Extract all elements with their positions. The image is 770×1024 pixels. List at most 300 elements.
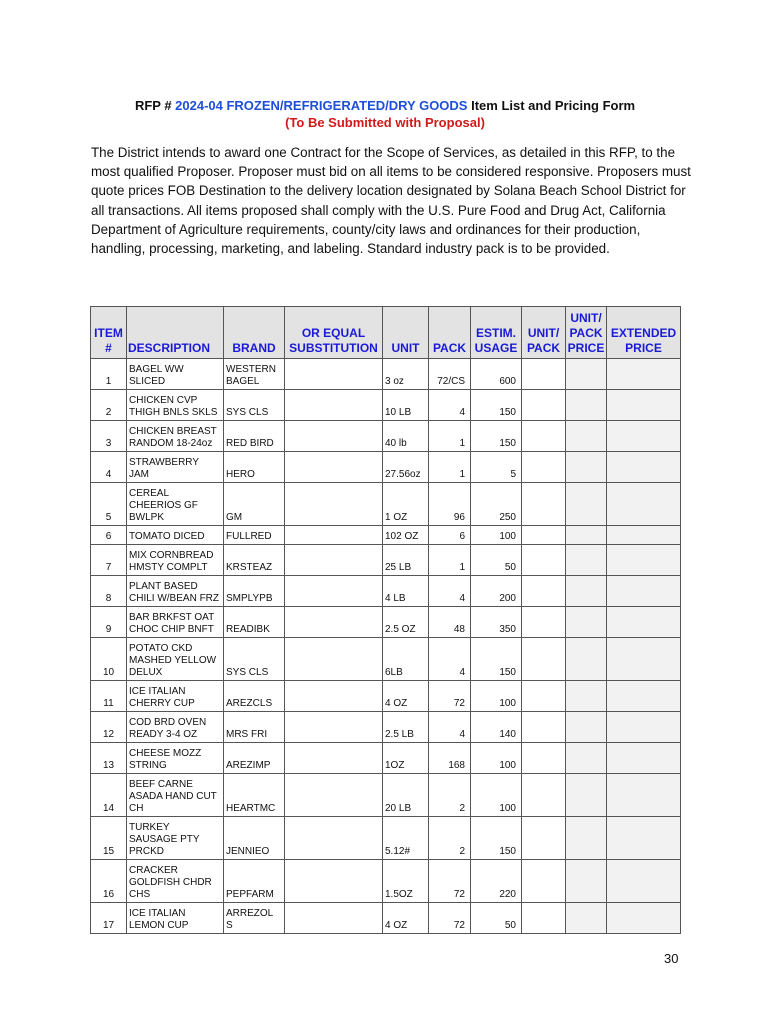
substitution-cell[interactable] <box>285 359 383 390</box>
unit-cell-text: 1 OZ <box>385 512 408 523</box>
header-substitution-line: OR EQUAL <box>301 326 366 340</box>
unit-pack-price-cell[interactable] <box>566 903 607 934</box>
description-cell-text: CHICKEN BREAST <box>129 426 217 437</box>
brand-cell-text: FULLRED <box>226 531 272 542</box>
substitution-cell[interactable] <box>285 483 383 526</box>
table-row <box>91 576 681 607</box>
pack-cell <box>429 576 471 607</box>
substitution-cell[interactable] <box>285 607 383 638</box>
pack-cell <box>429 483 471 526</box>
description-cell-text: ICE ITALIAN <box>129 686 186 697</box>
unit-pack-price-cell[interactable] <box>566 817 607 860</box>
extended-price-cell[interactable] <box>607 638 681 681</box>
unit-pack-cell[interactable] <box>522 743 566 774</box>
substitution-cell[interactable] <box>285 860 383 903</box>
description-cell-text: CH <box>129 803 144 814</box>
description-cell <box>127 712 224 743</box>
item-number-cell <box>91 483 127 526</box>
unit-pack-price-cell[interactable] <box>566 607 607 638</box>
usage-cell <box>471 638 522 681</box>
table-row <box>91 774 681 817</box>
unit-pack-price-cell[interactable] <box>566 421 607 452</box>
description-cell-text: CHERRY CUP <box>129 698 195 709</box>
unit-pack-cell[interactable] <box>522 545 566 576</box>
description-cell-text: ASADA HAND CUT <box>129 791 217 802</box>
item-number-cell <box>91 903 127 934</box>
description-cell-text: CEREAL <box>129 488 170 499</box>
substitution-cell[interactable] <box>285 390 383 421</box>
item-number-cell <box>91 860 127 903</box>
description-cell <box>127 743 224 774</box>
table-row <box>91 526 681 545</box>
description-cell-text: DELUX <box>129 667 163 678</box>
header-substitution-line: SUBSTITUTION <box>289 341 378 355</box>
header-item-line: # <box>105 341 112 355</box>
extended-price-cell[interactable] <box>607 359 681 390</box>
substitution-cell[interactable] <box>285 774 383 817</box>
description-cell-text: STRAWBERRY <box>129 457 200 468</box>
brand-cell <box>224 526 285 545</box>
extended-price-cell[interactable] <box>607 607 681 638</box>
unit-cell <box>383 681 429 712</box>
usage-cell <box>471 774 522 817</box>
description-cell-text: JAM <box>129 469 149 480</box>
description-cell-text: CRACKER <box>129 865 178 876</box>
pack-cell <box>429 903 471 934</box>
unit-cell-text: 2.5 LB <box>385 729 414 740</box>
description-cell <box>127 576 224 607</box>
header-unit-pack <box>522 307 566 359</box>
table-row <box>91 712 681 743</box>
unit-pack-cell[interactable] <box>522 903 566 934</box>
description-cell-text: PRCKD <box>129 846 165 857</box>
description-cell <box>127 681 224 712</box>
unit-pack-cell[interactable] <box>522 390 566 421</box>
extended-price-cell[interactable] <box>607 390 681 421</box>
pack-cell <box>429 421 471 452</box>
pack-cell <box>429 681 471 712</box>
item-number-cell <box>91 638 127 681</box>
usage-cell-text: 150 <box>499 667 516 678</box>
description-cell <box>127 545 224 576</box>
unit-cell <box>383 743 429 774</box>
brand-cell-text: SYS CLS <box>226 407 269 418</box>
substitution-cell[interactable] <box>285 817 383 860</box>
description-cell-text: GOLDFISH CHDR <box>129 877 212 888</box>
table-row <box>91 421 681 452</box>
usage-cell <box>471 359 522 390</box>
pack-cell <box>429 526 471 545</box>
table-row <box>91 817 681 860</box>
item-number-cell <box>91 526 127 545</box>
usage-cell-text: 150 <box>499 846 516 857</box>
description-cell-text: MIX CORNBREAD <box>129 550 214 561</box>
pack-cell <box>429 638 471 681</box>
usage-cell <box>471 607 522 638</box>
extended-price-cell[interactable] <box>607 860 681 903</box>
brand-cell-text: ARREZOL <box>226 908 274 919</box>
unit-cell <box>383 712 429 743</box>
header-usage-line: USAGE <box>474 341 518 355</box>
pack-cell <box>429 545 471 576</box>
pack-cell-text: 72 <box>453 889 465 900</box>
substitution-cell[interactable] <box>285 421 383 452</box>
unit-cell-text: 1OZ <box>385 760 405 771</box>
unit-pack-cell[interactable] <box>522 774 566 817</box>
header-brand-line: BRAND <box>232 341 276 355</box>
description-cell-text: CHOC CHIP BNFT <box>129 624 214 635</box>
description-cell <box>127 421 224 452</box>
substitution-cell[interactable] <box>285 903 383 934</box>
brand-cell-text: HERO <box>226 469 255 480</box>
substitution-cell[interactable] <box>285 576 383 607</box>
item-number-cell <box>91 607 127 638</box>
extended-price-cell[interactable] <box>607 743 681 774</box>
usage-cell-text: 5 <box>510 469 516 480</box>
item-number-cell-text: 16 <box>102 889 115 900</box>
unit-cell <box>383 903 429 934</box>
header-usage-line: ESTIM. <box>475 326 516 340</box>
unit-pack-price-cell[interactable] <box>566 526 607 545</box>
pack-cell <box>429 607 471 638</box>
extended-price-cell[interactable] <box>607 817 681 860</box>
description-cell-text: TURKEY <box>129 822 170 833</box>
pack-cell-text: 4 <box>459 407 465 418</box>
usage-cell-text: 140 <box>499 729 516 740</box>
description-cell <box>127 452 224 483</box>
unit-pack-price-cell[interactable] <box>566 743 607 774</box>
intro-paragraph: The District intends to award one Contract for the Scope of Services, as detailed in this RFP, to the most qualified Proposer. Proposer must bid on all items to be considered responsive. Proposers must quote prices FOB Destination to the delivery location designated by Solana Beach School District for all transactions. All items proposed shall comply with the U.S. Pure Food and Drug Act, California Department of Agriculture requirements, county/city laws and ordinances for their production, handling, processing, marketing, and labeling. Standard industry pack is to be provided. <box>91 145 691 257</box>
header-description-line: DESCRIPTION <box>128 341 211 355</box>
unit-pack-price-cell[interactable] <box>566 545 607 576</box>
usage-cell-text: 250 <box>499 512 516 523</box>
unit-pack-price-cell[interactable] <box>566 576 607 607</box>
brand-cell <box>224 712 285 743</box>
brand-cell-text: SMPLYPB <box>226 593 273 604</box>
item-number-cell-text: 5 <box>105 512 112 523</box>
item-number-cell-text: 8 <box>105 593 112 604</box>
description-cell-text: MASHED YELLOW <box>129 655 217 666</box>
usage-cell <box>471 483 522 526</box>
unit-cell-text: 27.56oz <box>385 469 421 480</box>
description-cell <box>127 526 224 545</box>
extended-price-cell[interactable] <box>607 452 681 483</box>
header-unit-pack-line: UNIT/ <box>527 326 560 340</box>
header-pack-line: PACK <box>432 341 467 355</box>
item-number-cell <box>91 545 127 576</box>
description-cell-text: CHS <box>129 889 151 900</box>
pack-cell-text: 1 <box>459 469 465 480</box>
unit-cell-text: 5.12# <box>385 846 411 857</box>
unit-pack-cell[interactable] <box>522 526 566 545</box>
usage-cell <box>471 421 522 452</box>
unit-pack-price-cell[interactable] <box>566 483 607 526</box>
table-header-row <box>91 307 681 359</box>
description-cell <box>127 359 224 390</box>
extended-price-cell[interactable] <box>607 421 681 452</box>
unit-cell-text: 102 OZ <box>385 531 419 542</box>
item-number-cell <box>91 774 127 817</box>
pack-cell-text: 72/CS <box>437 376 465 387</box>
unit-cell-text: 3 oz <box>385 376 404 387</box>
usage-cell <box>471 681 522 712</box>
unit-pack-price-cell[interactable] <box>566 712 607 743</box>
extended-price-cell[interactable] <box>607 774 681 817</box>
unit-cell <box>383 774 429 817</box>
extended-price-cell[interactable] <box>607 545 681 576</box>
brand-cell-text: SYS CLS <box>226 667 269 678</box>
brand-cell <box>224 452 285 483</box>
brand-cell <box>224 817 285 860</box>
header-extended-price-line: EXTENDED <box>610 326 677 340</box>
unit-cell-text: 20 LB <box>385 803 412 814</box>
header-unit-pack-price-line: UNIT/ <box>570 311 602 325</box>
description-cell-text: HMSTY COMPLT <box>129 562 208 573</box>
item-number-cell <box>91 421 127 452</box>
substitution-cell[interactable] <box>285 681 383 712</box>
unit-cell-text: 4 LB <box>385 593 406 604</box>
pack-cell-text: 72 <box>453 920 465 931</box>
unit-cell <box>383 526 429 545</box>
unit-pack-price-cell[interactable] <box>566 452 607 483</box>
table-row <box>91 743 681 774</box>
unit-pack-cell[interactable] <box>522 483 566 526</box>
brand-cell-text: S <box>226 920 233 931</box>
description-cell-text: PLANT BASED <box>129 581 198 592</box>
description-cell-text: RANDOM 18-24oz <box>129 438 213 449</box>
item-number-cell <box>91 576 127 607</box>
title-prefix: RFP # <box>134 98 176 113</box>
pack-cell <box>429 712 471 743</box>
usage-cell <box>471 712 522 743</box>
usage-cell-text: 100 <box>499 803 516 814</box>
extended-price-cell[interactable] <box>607 712 681 743</box>
description-cell <box>127 903 224 934</box>
table-row <box>91 483 681 526</box>
rfp-number: 2024-04 FROZEN/REFRIGERATED/DRY GOODS <box>175 98 468 113</box>
unit-cell-text: 2.5 OZ <box>385 624 416 635</box>
table-row <box>91 390 681 421</box>
unit-pack-price-cell[interactable] <box>566 774 607 817</box>
unit-pack-cell[interactable] <box>522 359 566 390</box>
form-title <box>0 97 770 131</box>
usage-cell <box>471 526 522 545</box>
unit-pack-cell[interactable] <box>522 681 566 712</box>
table-row <box>91 638 681 681</box>
extended-price-cell[interactable] <box>607 526 681 545</box>
usage-cell-text: 150 <box>499 438 516 449</box>
item-number-cell-text: 13 <box>102 760 115 771</box>
unit-pack-cell[interactable] <box>522 452 566 483</box>
item-number-cell-text: 10 <box>102 667 115 678</box>
unit-cell <box>383 576 429 607</box>
usage-cell-text: 100 <box>499 698 516 709</box>
unit-cell-text: 6LB <box>385 667 403 678</box>
pack-cell-text: 1 <box>459 562 465 573</box>
header-unit-pack-price <box>566 307 607 359</box>
description-cell-text: READY 3-4 OZ <box>129 729 198 740</box>
description-cell-text: SAUSAGE PTY <box>129 834 200 845</box>
table-row <box>91 452 681 483</box>
unit-cell-text: 10 LB <box>385 407 412 418</box>
item-number-cell-text: 6 <box>105 531 112 542</box>
usage-cell-text: 600 <box>499 376 516 387</box>
item-number-cell-text: 11 <box>103 698 114 709</box>
brand-cell <box>224 681 285 712</box>
unit-pack-price-cell[interactable] <box>566 390 607 421</box>
brand-cell <box>224 743 285 774</box>
item-number-cell-text: 3 <box>105 438 112 449</box>
description-cell <box>127 607 224 638</box>
brand-cell <box>224 860 285 903</box>
item-number-cell <box>91 452 127 483</box>
brand-cell-text: RED BIRD <box>226 438 274 449</box>
brand-cell-text: PEPFARM <box>226 889 274 900</box>
brand-cell-text: AREZIMP <box>226 760 271 771</box>
extended-price-cell[interactable] <box>607 483 681 526</box>
pack-cell-text: 2 <box>459 803 465 814</box>
item-number-cell-text: 1 <box>105 376 112 387</box>
unit-pack-cell[interactable] <box>522 817 566 860</box>
item-number-cell <box>91 681 127 712</box>
item-number-cell <box>91 390 127 421</box>
unit-cell <box>383 483 429 526</box>
unit-cell <box>383 638 429 681</box>
extended-price-cell[interactable] <box>607 681 681 712</box>
unit-pack-price-cell[interactable] <box>566 638 607 681</box>
description-cell-text: THIGH BNLS SKLS <box>129 407 218 418</box>
substitution-cell[interactable] <box>285 638 383 681</box>
header-unit-pack-line: PACK <box>526 341 561 355</box>
header-unit-line: UNIT <box>391 341 420 355</box>
substitution-cell[interactable] <box>285 526 383 545</box>
header-item <box>91 307 127 359</box>
description-cell <box>127 817 224 860</box>
brand-cell <box>224 390 285 421</box>
header-description <box>127 307 224 359</box>
usage-cell <box>471 390 522 421</box>
usage-cell-text: 220 <box>499 889 516 900</box>
table-row <box>91 860 681 903</box>
description-cell <box>127 860 224 903</box>
pack-cell-text: 96 <box>453 512 465 523</box>
item-pricing-table <box>90 306 681 934</box>
form-subtitle: (To Be Submitted with Proposal) <box>285 115 485 130</box>
brand-cell <box>224 576 285 607</box>
brand-cell <box>224 359 285 390</box>
substitution-cell[interactable] <box>285 452 383 483</box>
extended-price-cell[interactable] <box>607 903 681 934</box>
table-row <box>91 545 681 576</box>
substitution-cell[interactable] <box>285 743 383 774</box>
item-number-cell <box>91 817 127 860</box>
pack-cell <box>429 390 471 421</box>
unit-pack-cell[interactable] <box>522 576 566 607</box>
unit-pack-cell[interactable] <box>522 638 566 681</box>
brand-cell-text: GM <box>226 512 243 523</box>
brand-cell <box>224 638 285 681</box>
usage-cell <box>471 545 522 576</box>
unit-pack-cell[interactable] <box>522 860 566 903</box>
description-cell-text: STRING <box>129 760 167 771</box>
unit-pack-cell[interactable] <box>522 607 566 638</box>
unit-pack-price-cell[interactable] <box>566 359 607 390</box>
brand-cell <box>224 483 285 526</box>
description-cell-text: BAGEL WW <box>129 364 184 375</box>
unit-cell <box>383 817 429 860</box>
header-substitution <box>285 307 383 359</box>
substitution-cell[interactable] <box>285 545 383 576</box>
pack-cell <box>429 860 471 903</box>
usage-cell <box>471 452 522 483</box>
title-suffix: Item List and Pricing Form <box>467 98 636 113</box>
brand-cell-text: KRSTEAZ <box>226 562 273 573</box>
unit-pack-price-cell[interactable] <box>566 860 607 903</box>
unit-pack-price-cell[interactable] <box>566 681 607 712</box>
unit-cell <box>383 452 429 483</box>
item-number-cell-text: 2 <box>105 407 112 418</box>
item-number-cell-text: 14 <box>102 803 115 814</box>
usage-cell-text: 50 <box>504 920 516 931</box>
pack-cell-text: 72 <box>453 698 465 709</box>
table-row <box>91 607 681 638</box>
usage-cell <box>471 903 522 934</box>
header-pack <box>429 307 471 359</box>
item-number-cell <box>91 359 127 390</box>
unit-cell-text: 1.5OZ <box>385 889 413 900</box>
pack-cell-text: 6 <box>459 531 465 542</box>
unit-pack-cell[interactable] <box>522 421 566 452</box>
unit-cell <box>383 860 429 903</box>
unit-cell <box>383 545 429 576</box>
usage-cell <box>471 860 522 903</box>
extended-price-cell[interactable] <box>607 576 681 607</box>
brand-cell-text: HEARTMC <box>226 803 276 814</box>
brand-cell <box>224 607 285 638</box>
brand-cell <box>224 545 285 576</box>
usage-cell-text: 150 <box>499 407 516 418</box>
item-number-cell-text: 17 <box>102 920 115 931</box>
brand-cell <box>224 421 285 452</box>
brand-cell-text: AREZCLS <box>226 698 273 709</box>
pack-cell-text: 4 <box>459 729 465 740</box>
pack-cell-text: 2 <box>459 846 465 857</box>
brand-cell-text: JENNIEO <box>226 846 270 857</box>
description-cell <box>127 774 224 817</box>
description-cell-text: BWLPK <box>129 512 165 523</box>
brand-cell-text: READIBK <box>226 624 270 635</box>
description-cell-text: LEMON CUP <box>129 920 189 931</box>
description-cell-text: CHILI W/BEAN FRZ <box>129 593 220 604</box>
header-unit-pack-price-line: PACK <box>569 326 603 340</box>
description-cell-text: CHICKEN CVP <box>129 395 198 406</box>
description-cell <box>127 483 224 526</box>
brand-cell <box>224 774 285 817</box>
pack-cell-text: 48 <box>453 624 465 635</box>
unit-cell-text: 4 OZ <box>385 698 408 709</box>
description-cell <box>127 390 224 421</box>
description-cell-text: CHEERIOS GF <box>129 500 198 511</box>
pack-cell-text: 4 <box>459 667 465 678</box>
substitution-cell[interactable] <box>285 712 383 743</box>
unit-cell <box>383 390 429 421</box>
pack-cell-text: 4 <box>459 593 465 604</box>
brand-cell-text: BAGEL <box>226 376 260 387</box>
usage-cell-text: 100 <box>499 531 516 542</box>
header-usage <box>471 307 522 359</box>
brand-cell-text: WESTERN <box>226 364 276 375</box>
unit-pack-cell[interactable] <box>522 712 566 743</box>
